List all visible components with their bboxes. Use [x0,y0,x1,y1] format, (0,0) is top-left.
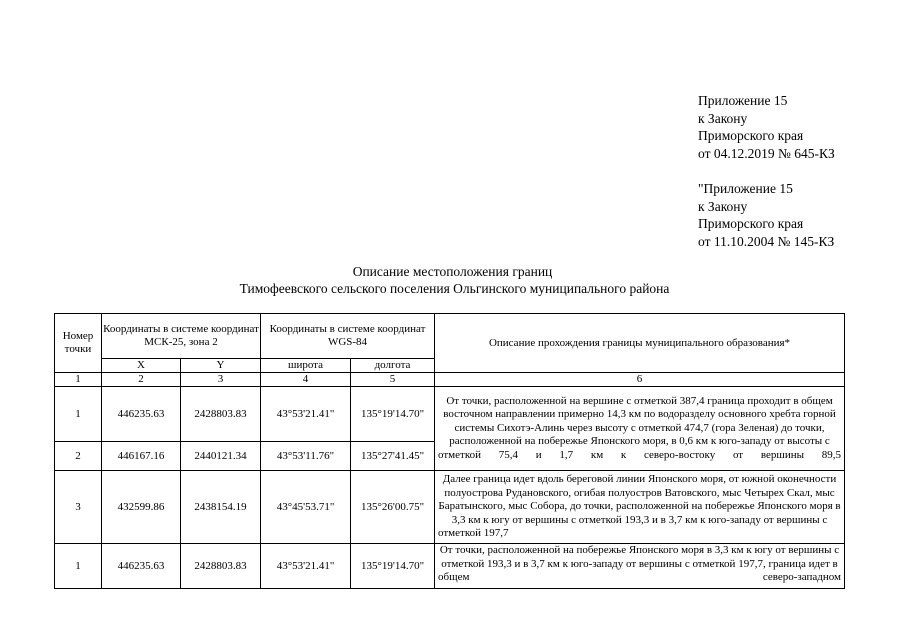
boundary-description-cell [435,544,845,589]
header-wgs-coordinates: Координаты в системе координат WGS-84 [261,314,435,359]
coord-x: 446235.63 [102,544,181,589]
annex-line: "Приложение 15 [698,181,793,196]
point-number: 2 [55,442,102,471]
annex-line: Приморского края [698,128,804,144]
point-number: 1 [55,544,102,589]
annex-line: Приложение 15 [698,93,788,108]
boundary-table [54,313,845,589]
longitude: 135°27'41.45" [351,442,435,471]
latitude: 43°53'21.41" [261,544,351,589]
title-line: Описание местоположения границ [352,264,553,279]
table-row [55,544,845,589]
boundary-description: От точки, расположенной на побережье Японского моря в 3,3 км к югу от вершины с отметкой 193,3 и в 3,7 км к юго-западу от вершины с отметкой 197,7, граница идет в общем северо-западном [438,544,841,584]
annex-original-reference [698,180,834,250]
latitude: 43°53'21.41" [261,387,351,442]
title-line: Тимофеевского сельского поселения Ольгинского муниципального района [239,281,670,296]
coord-y: 2428803.83 [181,544,261,589]
header-msk-coordinates: Координаты в системе координат МСК-25, зона 2 [102,314,261,359]
annex-line: от 11.10.2004 № 145-КЗ [698,233,835,249]
column-number: 3 [181,373,261,387]
column-number-row [55,373,845,387]
column-number: 5 [351,373,435,387]
coord-y: 2438154.19 [181,471,261,544]
point-number: 1 [55,387,102,442]
header-description: Описание прохождения границы муниципального образования* [435,314,845,373]
annex-line: к Закону [698,110,748,126]
header-point-number: Номер точки [55,314,102,373]
coord-x: 432599.86 [102,471,181,544]
table-row [55,471,845,544]
column-number: 1 [55,373,102,387]
longitude: 135°19'14.70" [351,544,435,589]
longitude: 135°19'14.70" [351,387,435,442]
column-number: 6 [435,373,845,387]
header-longitude: долгота [351,359,435,373]
table-row [55,387,845,442]
latitude: 43°45'53.71" [261,471,351,544]
boundary-description: От точки, расположенной на вершине с отметкой 387,4 граница проходит в общем восточном направлении примерно 14,3 км по водоразделу основного хребта горной системы Сихотэ-Алинь через высоту с отметкой 474,7 (гора Зеленая) до точки, расположенной на побережье Японского моря, в 0,6 км к юго-западу от высоты с отметкой 75,4 и 1,7 км к северо-востоку от вершины 89,5 [435,387,845,471]
column-number: 2 [102,373,181,387]
header-row [55,314,845,359]
longitude: 135°26'00.75" [351,471,435,544]
document-title [0,263,905,297]
coord-y: 2428803.83 [181,387,261,442]
coord-x: 446167.16 [102,442,181,471]
annex-line: Приморского края [698,216,804,232]
coord-y: 2440121.34 [181,442,261,471]
column-number: 4 [261,373,351,387]
annex-line: к Закону [698,198,748,214]
header-y: Y [181,359,261,373]
boundary-description: Далее граница идет вдоль береговой линии Японского моря, от южной оконечности полуострова Рудановского, огибая полуостров Ватовского, мыс Четырех Скал, мыс Баратынского, мыс Собора, до точки, расположенной на побережье Японского моря в 3,3 км к югу от вершины с отметкой 193,3 и в 3,7 км к юго-западу от вершины с отметкой 197,7 [435,471,845,544]
point-number: 3 [55,471,102,544]
latitude: 43°53'11.76" [261,442,351,471]
header-latitude: широта [261,359,351,373]
annex-line: от 04.12.2019 № 645-КЗ [698,145,835,161]
header-x: X [102,359,181,373]
coord-x: 446235.63 [102,387,181,442]
annex-current-reference [698,92,835,162]
